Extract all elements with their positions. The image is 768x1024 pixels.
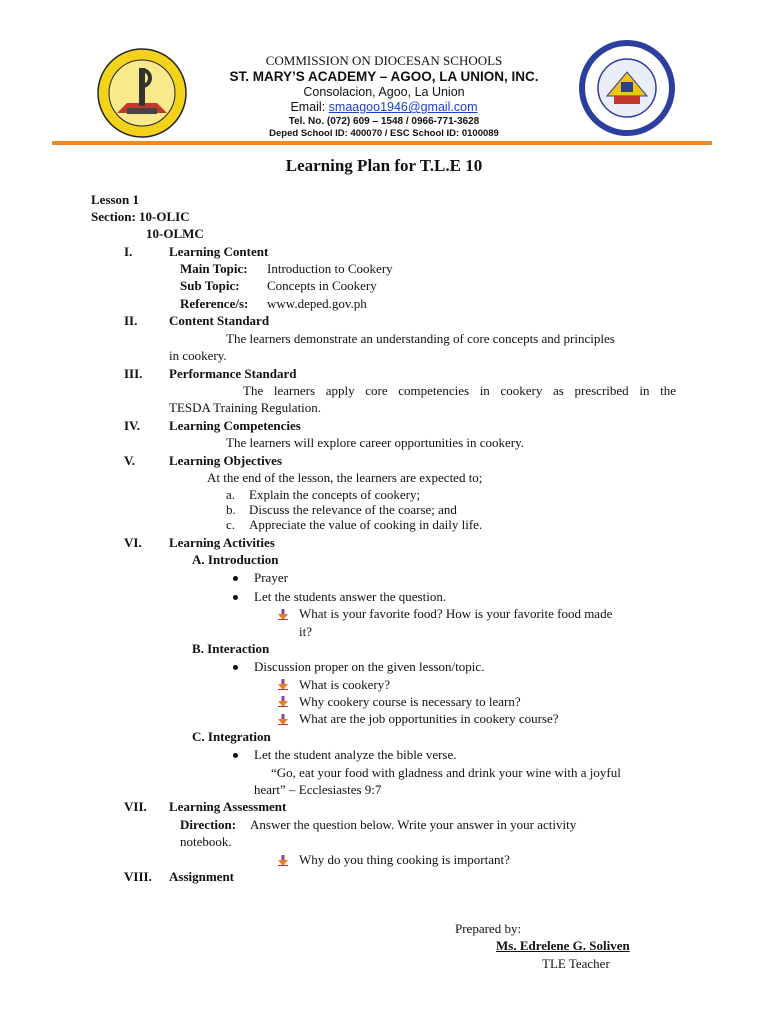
objective-text-b: Discuss the relevance of the coarse; and [249, 502, 457, 517]
s3-text-line2: TESDA Training Regulation. [169, 400, 322, 415]
objective-marker-b: b. [226, 502, 236, 517]
intro-question-1: What is your favorite food? How is your favorite food made [299, 606, 613, 621]
interaction-question-3: What are the job opportunities in cookery course? [299, 711, 559, 726]
bible-verse-line2: heart” – Ecclesiastes 9:7 [254, 782, 382, 797]
down-arrow-icon [278, 855, 288, 866]
s5-title: Learning Objectives [169, 453, 283, 468]
s3-text-line1: The learners apply core competencies in cookery as prescribed in the [243, 383, 676, 398]
bullet-dot [233, 595, 238, 600]
intro-bullet-prayer: Prayer [254, 570, 288, 585]
lesson-number: Lesson 1 [91, 192, 140, 207]
school-name: ST. MARY’S ACADEMY – AGOO, LA UNION, INC. [229, 69, 539, 84]
main-topic-label: Main Topic: [180, 261, 248, 276]
section-label: Section: 10-OLIC [91, 209, 190, 224]
down-arrow-icon [278, 696, 288, 707]
s5-intro: At the end of the lesson, the learners are expected to; [207, 470, 483, 485]
objective-marker-c: c. [226, 517, 236, 532]
sub-topic-value: Concepts in Cookery [267, 278, 377, 293]
s2-text-line2: in cookery. [169, 348, 227, 363]
s7-number: VII. [124, 799, 147, 814]
main-topic-value: Introduction to Cookery [267, 261, 393, 276]
s4-text: The learners will explore career opportunities in cookery. [226, 435, 525, 450]
reference-label: Reference/s: [180, 296, 249, 311]
objective-text-c: Appreciate the value of cooking in daily life. [249, 517, 483, 532]
interaction-bullet: Discussion proper on the given lesson/topic. [254, 659, 485, 674]
s2-number: II. [124, 313, 138, 328]
bullet-dot [233, 576, 238, 581]
s2-title: Content Standard [169, 313, 270, 328]
school-ids-line: Deped School ID: 400070 / ESC School ID: 0100089 [269, 128, 499, 139]
header-divider [52, 141, 712, 145]
s7-title: Learning Assessment [169, 799, 287, 814]
email-line [0, 100, 768, 114]
bible-verse-line1: “Go, eat your food with gladness and drink your wine with a joyful [271, 765, 621, 780]
s1-title: Learning Content [169, 244, 269, 259]
down-arrow-icon [278, 679, 288, 690]
assessment-question: Why do you thing cooking is important? [299, 852, 510, 867]
email-link[interactable]: smaagoo1946@gmail.com [328, 100, 478, 114]
s1-number: I. [124, 244, 133, 259]
prepared-by-label: Prepared by: [455, 921, 522, 936]
s5-number: V. [124, 453, 135, 468]
school-address: Consolacion, Agoo, La Union [303, 85, 465, 99]
intro-question-1-cont: it? [299, 624, 312, 639]
telephone-line: Tel. No. (072) 609 – 1548 / 0966-771-3628 [288, 116, 480, 127]
teacher-name: Ms. Edrelene G. Soliven [496, 938, 630, 953]
s8-title: Assignment [169, 869, 235, 884]
page-title: Learning Plan for T.L.E 10 [285, 156, 483, 175]
introduction-heading: A. Introduction [192, 552, 279, 567]
bullet-dot [233, 665, 238, 670]
email-label: Email: [290, 100, 326, 114]
s2-text-line1: The learners demonstrate an understanding of core concepts and principles [226, 331, 615, 346]
section-second: 10-OLMC [146, 226, 204, 241]
down-arrow-icon [278, 609, 288, 620]
reference-value: www.deped.gov.ph [267, 296, 367, 311]
bullet-dot [233, 753, 238, 758]
integration-heading: C. Integration [192, 729, 271, 744]
direction-label: Direction: [180, 817, 237, 832]
objective-text-a: Explain the concepts of cookery; [249, 487, 421, 502]
s3-number: III. [124, 366, 143, 381]
teacher-role: TLE Teacher [542, 956, 610, 971]
s6-title: Learning Activities [169, 535, 275, 550]
down-arrow-icon [278, 714, 288, 725]
commission-heading: COMMISSION ON DIOCESAN SCHOOLS [265, 53, 503, 68]
interaction-heading: B. Interaction [192, 641, 270, 656]
interaction-question-1: What is cookery? [299, 677, 390, 692]
direction-text-cont: notebook. [180, 834, 232, 849]
interaction-question-2: Why cookery course is necessary to learn? [299, 694, 521, 709]
s4-number: IV. [124, 418, 141, 433]
s8-number: VIII. [124, 869, 152, 884]
sub-topic-label: Sub Topic: [180, 278, 240, 293]
s4-title: Learning Competencies [169, 418, 301, 433]
s6-number: VI. [124, 535, 142, 550]
intro-bullet-question: Let the students answer the question. [254, 589, 447, 604]
objective-marker-a: a. [226, 487, 236, 502]
direction-text: Answer the question below. Write your answer in your activity [250, 817, 577, 832]
integration-bullet: Let the student analyze the bible verse. [254, 747, 457, 762]
s3-title: Performance Standard [169, 366, 297, 381]
